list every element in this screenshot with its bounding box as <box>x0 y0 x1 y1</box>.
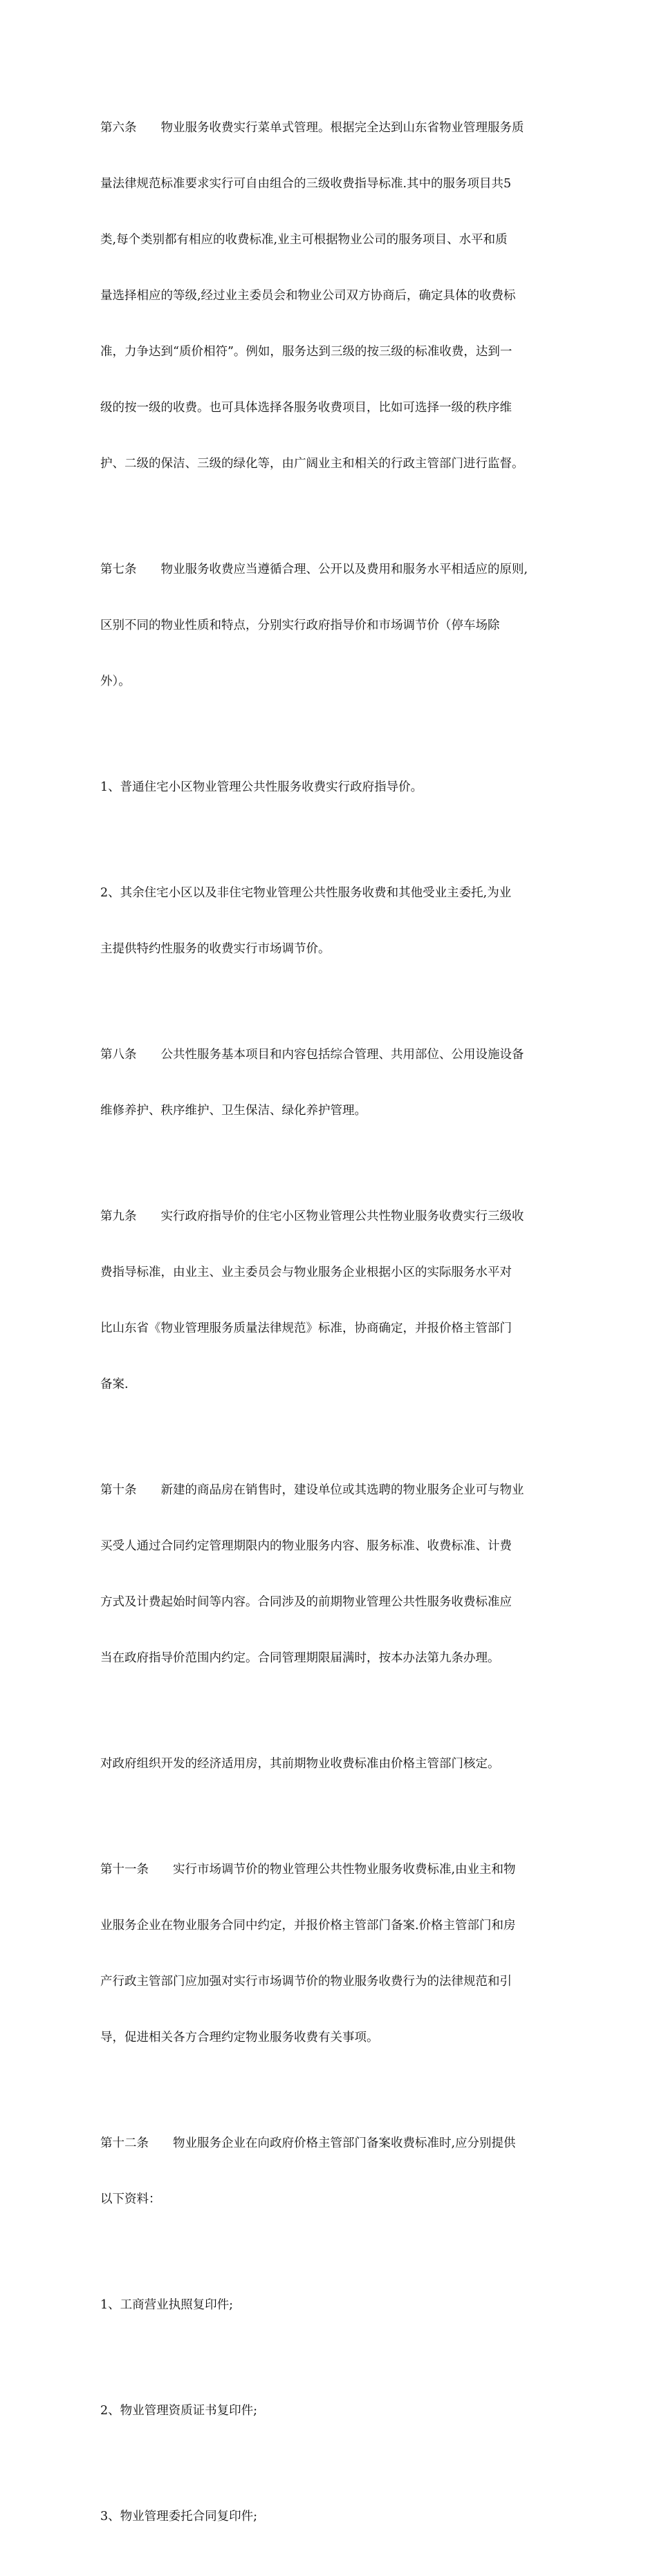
text-line: 2、物业管理资质证书复印件; <box>100 2404 258 2418</box>
paragraph-affordable-housing <box>100 1718 562 1811</box>
paragraph-item-1 <box>100 741 562 834</box>
text-line: 护、二级的保洁、三级的绿化等，由广阔业主和相关的行政主管部门进行监督。 <box>100 457 524 471</box>
paragraph-article-6 <box>100 82 562 511</box>
text-line: 买受人通过合同约定管理期限内的物业服务内容、服务标准、收费标准、计费 <box>100 1539 512 1553</box>
text-line: 1、工商营业执照复印件; <box>100 2298 234 2312</box>
text-line: 外）。 <box>100 675 131 688</box>
text-line: 量选择相应的等级,经过业主委员会和物业公司双方协商后，确定具体的收费标 <box>100 289 516 303</box>
paragraph-article-7 <box>100 523 562 728</box>
text-line: 产行政主管部门应加强对实行市场调节价的物业服务收费行为的法律规范和引 <box>100 1975 512 1989</box>
paragraph-article-9 <box>100 1170 562 1431</box>
text-line: 第十一条 实行市场调节价的物业管理公共性物业服务收费标准,由业主和物 <box>100 1863 516 1877</box>
text-line: 量法律规范标准要求实行可自由组合的三级收费指导标准.其中的服务项目共5 <box>100 177 512 191</box>
paragraph-article-8 <box>100 1008 562 1158</box>
text-line: 导，促进相关各方合理约定物业服务收费有关事项。 <box>100 2031 379 2044</box>
text-line: 第十二条 物业服务企业在向政府价格主管部门备案收费标准时,应分别提供 <box>100 2136 516 2150</box>
text-line: 准，力争达到“质价相符”。例如，服务达到三级的按三级的标准收费，达到一 <box>100 345 512 359</box>
text-line: 类,每个类别都有相应的收费标准,业主可根据物业公司的服务项目、水平和质 <box>100 233 508 247</box>
text-line: 当在政府指导价范围内约定。合同管理期限届满时，按本办法第九条办理。 <box>100 1651 500 1665</box>
text-line: 以下资料： <box>100 2192 161 2206</box>
text-line: 比山东省《物业管理服务质量法律规范》标准，协商确定，并报价格主管部门 <box>100 1322 512 1335</box>
paragraph-article-10 <box>100 1444 562 1705</box>
text-line: 备案. <box>100 1378 129 1391</box>
text-line: 维修养护、秩序维护、卫生保洁、绿化养护管理。 <box>100 1104 367 1118</box>
text-line: 区别不同的物业性质和特点，分别实行政府指导价和市场调节价（停车场除 <box>100 619 500 632</box>
text-line: 第七条 物业服务收费应当遵循合理、公开以及费用和服务水平相适应的原则, <box>100 563 528 576</box>
paragraph-material-3 <box>100 2470 562 2564</box>
paragraph-article-11 <box>100 1823 562 2085</box>
document-body <box>100 82 562 2576</box>
text-line: 业服务企业在物业服务合同中约定，并报价格主管部门备案.价格主管部门和房 <box>100 1919 516 1933</box>
paragraph-item-2 <box>100 847 562 996</box>
text-line: 对政府组织开发的经济适用房，其前期物业收费标准由价格主管部门核定。 <box>100 1757 500 1771</box>
text-line: 第十条 新建的商品房在销售时，建设单位或其选聘的物业服务企业可与物业 <box>100 1483 524 1497</box>
paragraph-material-1 <box>100 2259 562 2352</box>
text-line: 第九条 实行政府指导价的住宅小区物业管理公共性物业服务收费实行三级收 <box>100 1210 524 1223</box>
text-line: 1、普通住宅小区物业管理公共性服务收费实行政府指导价。 <box>100 780 423 794</box>
text-line: 2、其余住宅小区以及非住宅物业管理公共性服务收费和其他受业主委托,为业 <box>100 886 512 900</box>
text-line: 方式及计费起始时间等内容。合同涉及的前期物业管理公共性服务收费标准应 <box>100 1595 512 1609</box>
text-line: 第六条 物业服务收费实行菜单式管理。根据完全达到山东省物业管理服务质 <box>100 121 524 135</box>
paragraph-material-2 <box>100 2365 562 2458</box>
text-line: 费指导标准，由业主、业主委员会与物业服务企业根据小区的实际服务水平对 <box>100 1266 512 1279</box>
text-line: 3、物业管理委托合同复印件; <box>100 2510 258 2523</box>
text-line: 第八条 公共性服务基本项目和内容包括综合管理、共用部位、公用设施设备 <box>100 1048 524 1062</box>
text-line: 主提供特约性服务的收费实行市场调节价。 <box>100 942 331 956</box>
paragraph-article-12 <box>100 2097 562 2246</box>
text-line: 级的按一级的收费。也可具体选择各服务收费项目，比如可选择一级的秩序维 <box>100 401 512 415</box>
